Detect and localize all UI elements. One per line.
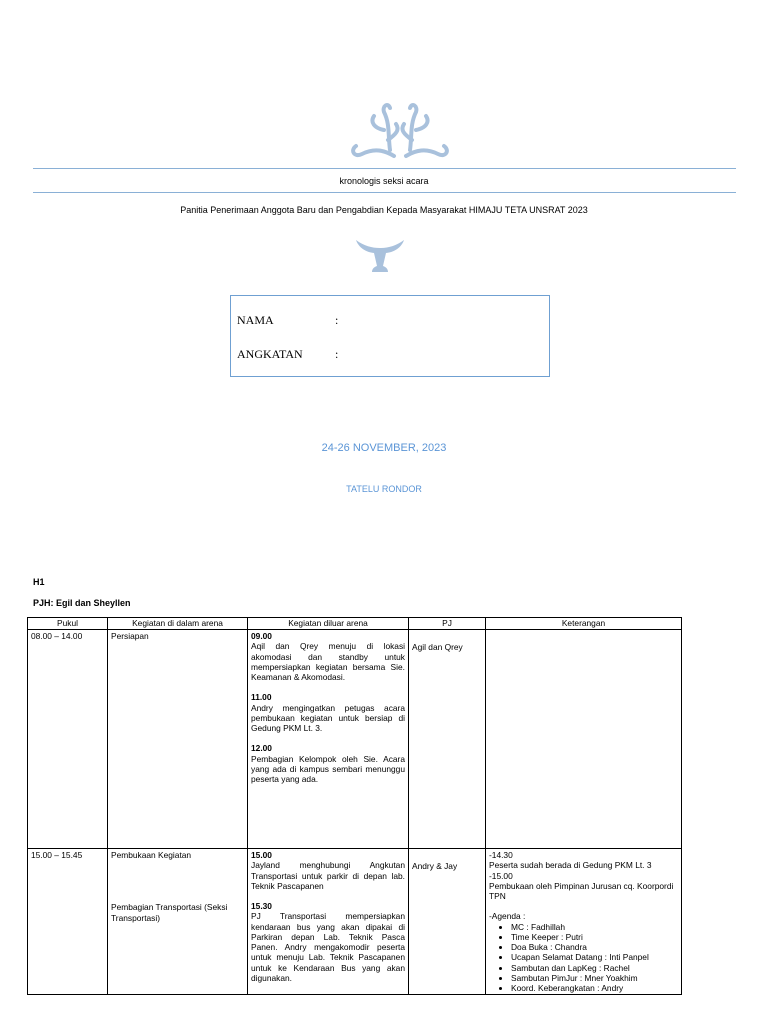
activity-time: 09.00	[251, 631, 272, 641]
top-divider	[33, 168, 736, 169]
agenda-item: • Sambutan PimJur : Mner Yoakhim	[511, 973, 678, 983]
note-line: -14.30	[489, 850, 513, 860]
header-outside-activity: Kegiatan diluar arena	[248, 618, 409, 630]
row-pj	[409, 849, 486, 995]
fleur-ornament-icon	[352, 236, 408, 274]
agenda-list	[489, 922, 678, 994]
batch-label: ANGKATAN	[237, 347, 303, 361]
agenda-item: • Doa Buka : Chandra	[511, 942, 678, 952]
activity-time: 15.00	[251, 850, 272, 860]
event-date: 24-26 NOVEMBER, 2023	[321, 442, 447, 454]
document-subtitle: kronologis seksi acara	[339, 176, 429, 186]
row-time: 08.00 – 14.00	[28, 630, 108, 849]
table-header-row	[28, 618, 682, 630]
inside-activity-item: Persiapan	[111, 631, 149, 641]
inside-activity-item: Pembukaan Kegiatan	[111, 850, 192, 860]
activity-text: Jayland menghubungi Angkutan Transportasi untuk parkir di depan lab. Teknik Pascapanen	[251, 860, 405, 891]
activity-text: Pembagian Kelompok oleh Sie. Acara yang ada di kampus sembari menunggu peserta yang ada.	[251, 753, 405, 784]
agenda-item: • Ucapan Selamat Datang : Inti Panpel	[511, 952, 678, 962]
event-venue: TATELU RONDOR	[346, 484, 422, 494]
activity-time: 12.00	[251, 743, 272, 754]
activity-text: Andry mengingatkan petugas acara pembukaan kegiatan untuk bersiap di Gedung PKM Lt. 3.	[251, 702, 405, 733]
activity-time: 15.30	[251, 901, 272, 911]
organizer-title: Panitia Penerimaan Anggota Baru dan Pengabdian Kepada Masyarakat HIMAJU TETA UNSRAT 2023	[180, 205, 588, 215]
bottom-divider	[33, 192, 736, 193]
agenda-item: • MC : Fadhillah	[511, 922, 678, 932]
row-time: 15.00 – 15.45	[28, 849, 108, 995]
agenda-item: • Sambutan dan LapKeg : Rachel	[511, 963, 678, 973]
inside-activity-item: Pembagian Transportasi (Seksi Transportasi)	[111, 902, 228, 923]
note-line: -15.00	[489, 870, 513, 881]
header-notes: Keterangan	[486, 618, 682, 630]
schedule-table	[27, 617, 682, 995]
row-outside-activity	[248, 849, 409, 995]
table-row	[28, 849, 682, 995]
row-notes	[486, 630, 682, 849]
row-inside-activity	[108, 849, 248, 995]
agenda-item: • Time Keeper : Putri	[511, 932, 678, 942]
agenda-item: • Koord. Keberangkatan : Andry	[511, 983, 678, 993]
name-label: NAMA	[237, 313, 274, 327]
row-notes	[486, 849, 682, 995]
header-pj: PJ	[409, 618, 486, 630]
activity-text: Aqil dan Qrey menuju di lokasi akomodasi dan standby untuk mempersiapkan kegiatan bersama Sie. Keamanan & Akomodasi.	[251, 641, 405, 682]
floral-ornament-icon	[344, 100, 456, 160]
pj-name: Agil dan Qrey	[412, 642, 463, 652]
day-heading: H1	[33, 577, 45, 587]
participant-info-box	[230, 295, 550, 377]
row-inside-activity	[108, 630, 248, 849]
header-time: Pukul	[28, 618, 108, 630]
note-line: Pembukaan oleh Pimpinan Jurusan cq. Koorpordi TPN	[489, 880, 674, 901]
pj-name: Andry & Jay	[412, 861, 458, 871]
pjh-heading: PJH: Egil dan Sheyllen	[33, 598, 131, 608]
table-row	[28, 630, 682, 849]
row-outside-activity	[248, 630, 409, 849]
activity-time: 11.00	[251, 692, 272, 703]
name-colon: :	[335, 313, 339, 327]
batch-colon: :	[335, 347, 339, 361]
activity-text: PJ Transportasi mempersiapkan kendaraan bus yang akan dipakai di Parkiran depan Lab. Teknik Pasca Panen. Andry mengakomodir peserta untuk menuju Lab. Teknik Pascapanen untuk ke Kendaraan Bus yang akan digunakan.	[251, 911, 405, 983]
row-pj	[409, 630, 486, 849]
header-inside-activity: Kegiatan di dalam arena	[108, 618, 248, 630]
note-line: Peserta sudah berada di Gedung PKM Lt. 3	[489, 860, 652, 871]
agenda-label: -Agenda :	[489, 911, 526, 922]
